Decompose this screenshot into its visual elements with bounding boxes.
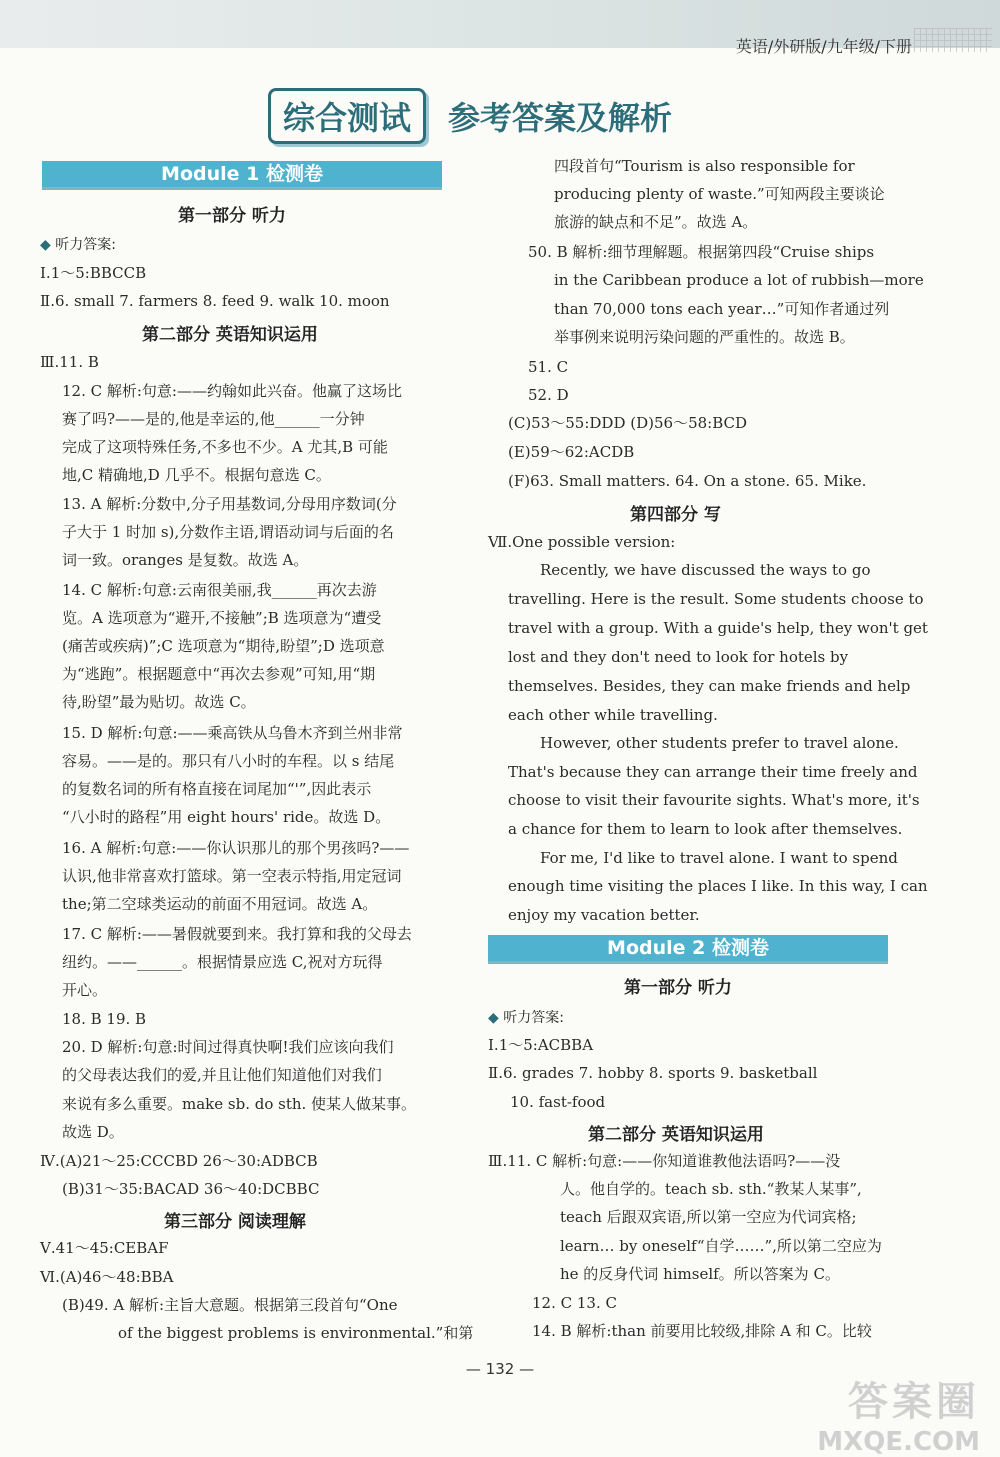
section-heading: 第三部分 阅读理解 — [164, 1212, 306, 1232]
essay-line: a chance for them to learn to look after themselves. — [508, 820, 903, 838]
answer-line: 词一致。oranges 是复数。故选 A。 — [62, 551, 309, 569]
answer-line: Ⅱ.6. small 7. farmers 8. feed 9. walk 10. moon — [40, 292, 390, 310]
title-boxed: 综合测试 — [268, 88, 426, 144]
module-2-band: Module 2 检测卷 — [488, 935, 888, 964]
answer-line: 14. C 解析:句意:云南很美丽,我______再次去游 — [62, 581, 377, 599]
answer-line: 14. B 解析:than 前要用比较级,排除 A 和 C。比较 — [532, 1322, 872, 1340]
section-heading: 第二部分 英语知识运用 — [588, 1125, 764, 1145]
answer-line: Ⅰ.1～5:BBCCB — [40, 264, 147, 282]
answer-line: 子大于 1 时加 s),分数作主语,谓语动词与后面的名 — [62, 523, 394, 541]
answer-line: 待,盼望”最为贴切。故选 C。 — [62, 693, 256, 711]
answer-line: 人。他自学的。teach sb. sth.“教某人某事”, — [560, 1180, 862, 1198]
answer-line: 10. fast-food — [510, 1093, 606, 1111]
answer-line: Ⅱ.6. grades 7. hobby 8. sports 9. basketball — [488, 1064, 818, 1082]
grid-decoration — [914, 28, 992, 52]
answer-line: 为“逃跑”。根据题意中“再次去参观”可知,用“期 — [62, 665, 376, 683]
answer-line: in the Caribbean produce a lot of rubbish—more — [554, 271, 924, 289]
answer-line: 12. C 13. C — [532, 1294, 617, 1312]
answer-line: (痛苦或疾病)”;C 选项意为“期待,盼望”;D 选项意 — [62, 637, 385, 655]
essay-line: enough time visiting the places I like. In this way, I can — [508, 877, 928, 895]
answer-heading: ◆ 听力答案: — [40, 237, 116, 253]
series-label: 英语/外研版/九年级/下册 — [735, 37, 912, 56]
answer-line: 20. D 解析:句意:时间过得真快啊!我们应该向我们 — [62, 1038, 394, 1056]
essay-line: travel with a group. With a guide's help, they won't get — [508, 619, 928, 637]
answer-line: Ⅴ.41～45:CEBAF — [40, 1239, 169, 1257]
answer-line: 四段首句“Tourism is also responsible for — [554, 157, 855, 175]
essay-line: themselves. Besides, they can make friends and help — [508, 677, 911, 695]
answer-line: 12. C 解析:句意:——约翰如此兴奋。他赢了这场比 — [62, 382, 402, 400]
answer-line: 开心。 — [62, 981, 108, 999]
answer-heading: ◆ 听力答案: — [488, 1010, 564, 1026]
answer-line: 52. D — [528, 386, 569, 404]
answer-line: (F)63. Small matters. 64. On a stone. 65. Mike. — [508, 472, 867, 490]
section-heading: 第一部分 听力 — [178, 206, 286, 226]
answer-line: 15. D 解析:句意:——乘高铁从乌鲁木齐到兰州非常 — [62, 724, 403, 742]
page-title — [268, 90, 672, 142]
essay-line: However, other students prefer to travel alone. — [540, 734, 899, 752]
answer-line: 容易。——是的。那只有八小时的车程。以 s 结尾 — [62, 752, 395, 770]
essay-line: That's because they can arrange their time freely and — [508, 763, 918, 781]
answer-line: 故选 D。 — [62, 1123, 124, 1141]
answer-line: 完成了这项特殊任务,不多也不少。A 尤其,B 可能 — [62, 438, 388, 456]
answer-line: Ⅵ.(A)46～48:BBA — [40, 1268, 174, 1286]
answer-line: than 70,000 tons each year…”可知作者通过列 — [554, 300, 890, 318]
section-heading: 第二部分 英语知识运用 — [142, 325, 318, 345]
answer-line: of the biggest problems is environmental.”和第 — [118, 1324, 474, 1342]
answer-line: 认识,他非常喜欢打篮球。第一空表示特指,用定冠词 — [62, 867, 402, 885]
diamond-icon: ◆ — [488, 1010, 499, 1026]
watermark: 答案圈 MXQE.COM — [817, 1379, 980, 1457]
answer-line: 览。A 选项意为“避开,不接触”;B 选项意为“遭受 — [62, 609, 382, 627]
answer-line: 旅游的缺点和不足”。故选 A。 — [554, 213, 758, 231]
answer-line: Ⅶ.One possible version: — [488, 533, 676, 551]
module-1-band: Module 1 检测卷 — [42, 161, 442, 190]
answer-line: 地,C 精确地,D 几乎不。根据句意选 C。 — [62, 466, 331, 484]
essay-line: each other while travelling. — [508, 706, 718, 724]
answer-line: (B)49. A 解析:主旨大意题。根据第三段首句“One — [62, 1296, 398, 1314]
answer-line: Ⅰ.1～5:ACBBA — [488, 1036, 594, 1054]
answer-line: Ⅲ.11. B — [40, 353, 99, 371]
answer-line: (C)53～55:DDD (D)56～58:BCD — [508, 414, 748, 432]
essay-line: Recently, we have discussed the ways to go — [540, 561, 871, 579]
title-main: 参考答案及解析 — [448, 99, 673, 137]
essay-line: travelling. Here is the result. Some students choose to — [508, 590, 924, 608]
answer-line: (B)31～35:BACAD 36～40:DCBBC — [62, 1180, 320, 1198]
section-heading: 第一部分 听力 — [624, 978, 732, 998]
answer-line: 13. A 解析:分数中,分子用基数词,分母用序数词(分 — [62, 495, 397, 513]
answer-line: 举事例来说明污染问题的严重性的。故选 B。 — [554, 328, 855, 346]
answer-line: 来说有多么重要。make sb. do sth. 使某人做某事。 — [62, 1095, 417, 1113]
answer-line: 赛了吗?——是的,他是幸运的,他______一分钟 — [62, 410, 365, 428]
answer-line: Ⅲ.11. C 解析:句意:——你知道谁教他法语吗?——没 — [488, 1152, 841, 1170]
answer-line: 50. B 解析:细节理解题。根据第四段“Cruise ships — [528, 243, 875, 261]
section-heading: 第四部分 写 — [630, 505, 721, 525]
answer-line: the;第二空球类运动的前面不用冠词。故选 A。 — [62, 895, 378, 913]
answer-line: 17. C 解析:——暑假就要到来。我打算和我的父母去 — [62, 925, 412, 943]
diamond-icon: ◆ — [40, 237, 51, 253]
answer-line: 18. B 19. B — [62, 1010, 147, 1028]
answer-line: Ⅳ.(A)21～25:CCCBD 26～30:ADBCB — [40, 1152, 318, 1170]
answer-line: producing plenty of waste.”可知两段主要谈论 — [554, 185, 885, 203]
essay-line: enjoy my vacation better. — [508, 906, 700, 924]
page-number: — 132 — — [465, 1360, 535, 1378]
answer-line: learn… by oneself“自学……”,所以第二空应为 — [560, 1237, 882, 1255]
answer-line: 的父母表达我们的爱,并且让他们知道他们对我们 — [62, 1066, 382, 1084]
essay-line: For me, I'd like to travel alone. I want to spend — [540, 849, 898, 867]
answer-line: “八小时的路程”用 eight hours' ride。故选 D。 — [62, 808, 391, 826]
essay-line: lost and they don't need to look for hotels by — [508, 648, 849, 666]
answer-line: teach 后跟双宾语,所以第一空应为代词宾格; — [560, 1208, 857, 1226]
answer-line: 16. A 解析:句意:——你认识那儿的那个男孩吗?—— — [62, 839, 410, 857]
essay-line: choose to visit their favourite sights. What's more, it's — [508, 791, 920, 809]
answer-line: he 的反身代词 himself。所以答案为 C。 — [560, 1265, 840, 1283]
answer-line: 的复数名词的所有格直接在词尾加“'”,因此表示 — [62, 780, 372, 798]
answer-line: 纽约。——______。根据情景应选 C,祝对方玩得 — [62, 953, 383, 971]
answer-line: 51. C — [528, 358, 569, 376]
answer-line: (E)59～62:ACDB — [508, 443, 635, 461]
